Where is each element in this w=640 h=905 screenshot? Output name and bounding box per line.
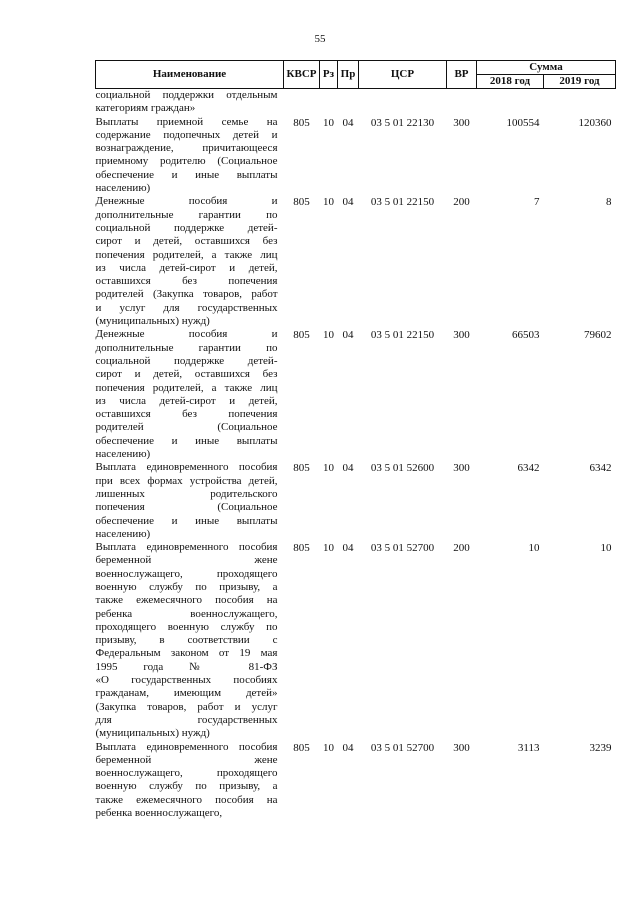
row-name-line: Выплата единовременного пособия bbox=[95, 541, 278, 554]
row-name-line: из числа детей-сирот и детей, bbox=[95, 261, 278, 274]
row-name-line: обеспечение и иные выплаты bbox=[95, 514, 278, 527]
row-name-line: ребенка военнослужащего, bbox=[95, 807, 223, 820]
row-rz: 10 bbox=[323, 329, 334, 342]
table-row bbox=[96, 461, 616, 541]
row-name-line: проходящего военную службу по bbox=[95, 620, 278, 633]
row-name-line: (муниципальных) нужд) bbox=[95, 727, 210, 740]
row-sum-2018: 7 bbox=[534, 196, 540, 209]
row-sum-2019: 79602 bbox=[584, 329, 612, 342]
row-name-line: Выплата единовременного пособия bbox=[95, 461, 278, 474]
row-sum-2019 bbox=[544, 89, 616, 116]
row-rz: 10 bbox=[323, 741, 334, 754]
row-name-line: Выплата единовременного пособия bbox=[95, 740, 278, 753]
row-sum-2018: 100554 bbox=[506, 116, 540, 129]
row-name bbox=[96, 116, 284, 196]
row-csr bbox=[359, 89, 447, 116]
table-row bbox=[96, 328, 616, 461]
row-vr: 300 bbox=[453, 462, 470, 475]
row-sum-2018: 10 bbox=[528, 542, 540, 555]
table-header bbox=[96, 61, 616, 89]
row-csr: 03 5 01 52700 bbox=[370, 741, 435, 754]
row-sum-2018: 6342 bbox=[517, 462, 540, 475]
row-name-line: военную службу по призыву, а bbox=[95, 580, 278, 593]
row-name-line: категориям граждан» bbox=[95, 102, 196, 115]
row-name-line: обеспечение и иные выплаты bbox=[95, 434, 278, 447]
row-csr: 03 5 01 22150 bbox=[370, 329, 435, 342]
row-rz bbox=[320, 89, 338, 116]
row-name-line: Денежные пособия и bbox=[95, 195, 278, 208]
row-name-line: приемному родителю (Социальное bbox=[95, 155, 278, 168]
row-kvsr: 805 bbox=[293, 542, 310, 555]
row-name-line: для государственных bbox=[95, 713, 278, 726]
row-pr: 04 bbox=[342, 741, 354, 754]
row-name-line: оставшихся без попечения bbox=[95, 408, 278, 421]
row-vr: 300 bbox=[453, 741, 470, 754]
row-name-line: также ежемесячного пособия на bbox=[95, 594, 278, 607]
row-name bbox=[96, 195, 284, 328]
row-name-line: попечения родителей, а также лиц bbox=[95, 381, 278, 394]
row-name-line: военнослужащего, проходящего bbox=[95, 767, 278, 780]
header-year-2018: 2018 год bbox=[477, 75, 544, 89]
row-kvsr: 805 bbox=[293, 462, 310, 475]
header-vr: ВР bbox=[447, 61, 477, 89]
row-vr: 300 bbox=[453, 329, 470, 342]
row-name-line: сирот и детей, оставшихся без bbox=[95, 368, 278, 381]
header-rz: Рз bbox=[320, 61, 338, 89]
row-kvsr bbox=[284, 89, 320, 116]
row-vr bbox=[447, 89, 477, 116]
row-name bbox=[96, 89, 284, 116]
row-name-line: населению) bbox=[95, 527, 151, 540]
header-pr: Пр bbox=[338, 61, 359, 89]
row-name-line: беременной жене bbox=[95, 554, 278, 567]
row-name-line: вознаграждение, причитающееся bbox=[95, 142, 278, 155]
row-name-line: (Закупка товаров, работ и услуг bbox=[95, 700, 278, 713]
row-name bbox=[96, 541, 284, 740]
table-row bbox=[96, 195, 616, 328]
row-name-line: дополнительные гарантии по bbox=[95, 208, 278, 221]
row-name-line: ребенка военнослужащего, bbox=[95, 607, 278, 620]
row-rz: 10 bbox=[323, 116, 334, 129]
row-csr: 03 5 01 52700 bbox=[370, 542, 435, 555]
row-name-line: и услуг для государственных bbox=[95, 301, 278, 314]
header-name: Наименование bbox=[96, 61, 284, 89]
row-name-line: родителей (Социальное bbox=[95, 421, 278, 434]
row-name-line: населению) bbox=[95, 448, 151, 461]
row-csr: 03 5 01 22130 bbox=[370, 116, 435, 129]
row-name-line: при всех формах устройства детей, bbox=[95, 474, 278, 487]
row-pr: 04 bbox=[342, 329, 354, 342]
row-name-line: лишенных родительского bbox=[95, 487, 278, 500]
table-body bbox=[96, 89, 616, 821]
row-kvsr: 805 bbox=[293, 741, 310, 754]
row-name-line: военную службу по призыву, а bbox=[95, 780, 278, 793]
row-rz: 10 bbox=[323, 462, 334, 475]
budget-table bbox=[95, 60, 616, 820]
row-name bbox=[96, 741, 284, 821]
row-name-line: 1995 года № 81-ФЗ bbox=[95, 660, 278, 673]
page-number: 55 bbox=[314, 33, 326, 45]
row-name-line: обеспечение и иные выплаты bbox=[95, 168, 278, 181]
row-name-line: Денежные пособия и bbox=[95, 328, 278, 341]
row-pr: 04 bbox=[342, 462, 354, 475]
row-name-line: также ежемесячного пособия на bbox=[95, 793, 278, 806]
row-name-line: родителей (Закупка товаров, работ bbox=[95, 288, 278, 301]
header-kvsr: КВСР bbox=[284, 61, 320, 89]
row-name-line: (муниципальных) нужд) bbox=[95, 315, 210, 328]
row-name bbox=[96, 461, 284, 541]
row-kvsr: 805 bbox=[293, 196, 310, 209]
row-csr: 03 5 01 22150 bbox=[370, 196, 435, 209]
row-pr: 04 bbox=[342, 116, 354, 129]
table-row bbox=[96, 89, 616, 116]
row-sum-2018: 66503 bbox=[512, 329, 540, 342]
row-kvsr: 805 bbox=[293, 329, 310, 342]
table-row bbox=[96, 741, 616, 821]
row-name-line: сирот и детей, оставшихся без bbox=[95, 235, 278, 248]
table-row bbox=[96, 541, 616, 740]
table-row bbox=[96, 116, 616, 196]
row-name-line: социальной поддержке детей- bbox=[95, 354, 278, 367]
row-pr bbox=[338, 89, 359, 116]
row-rz: 10 bbox=[323, 542, 334, 555]
row-kvsr: 805 bbox=[293, 116, 310, 129]
row-name-line: «О государственных пособиях bbox=[95, 674, 278, 687]
header-csr: ЦСР bbox=[359, 61, 447, 89]
row-sum-2018: 3113 bbox=[517, 741, 540, 754]
row-name-line: Выплаты приемной семье на bbox=[95, 115, 278, 128]
row-pr: 04 bbox=[342, 542, 354, 555]
row-rz: 10 bbox=[323, 196, 334, 209]
row-name-line: попечения (Социальное bbox=[95, 501, 278, 514]
row-pr: 04 bbox=[342, 196, 354, 209]
header-sum: Сумма bbox=[477, 61, 616, 75]
row-name-line: оставшихся без попечения bbox=[95, 275, 278, 288]
row-name-line: попечения родителей, а также лиц bbox=[95, 248, 278, 261]
row-name-line: призыву, в соответствии с bbox=[95, 634, 278, 647]
row-sum-2018 bbox=[477, 89, 544, 116]
row-sum-2019: 3239 bbox=[589, 741, 612, 754]
row-sum-2019: 10 bbox=[600, 542, 612, 555]
row-sum-2019: 6342 bbox=[589, 462, 612, 475]
row-sum-2019: 8 bbox=[606, 196, 612, 209]
row-name-line: социальной поддержке детей- bbox=[95, 221, 278, 234]
row-name-line: гражданам, имеющим детей» bbox=[95, 687, 278, 700]
row-name-line: содержание подопечных детей и bbox=[95, 128, 278, 141]
row-vr: 300 bbox=[453, 116, 470, 129]
row-name-line: социальной поддержки отдельным bbox=[95, 89, 278, 101]
row-name-line: Федеральным законом от 19 мая bbox=[95, 647, 278, 660]
row-csr: 03 5 01 52600 bbox=[370, 462, 435, 475]
row-name-line: беременной жене bbox=[95, 753, 278, 766]
row-sum-2019: 120360 bbox=[578, 116, 612, 129]
row-name bbox=[96, 328, 284, 461]
row-name-line: из числа детей-сирот и детей, bbox=[95, 394, 278, 407]
row-vr: 200 bbox=[453, 542, 470, 555]
row-name-line: военнослужащего, проходящего bbox=[95, 567, 278, 580]
row-vr: 200 bbox=[453, 196, 470, 209]
row-name-line: дополнительные гарантии по bbox=[95, 341, 278, 354]
header-year-2019: 2019 год bbox=[544, 75, 616, 89]
row-name-line: населению) bbox=[95, 182, 151, 195]
